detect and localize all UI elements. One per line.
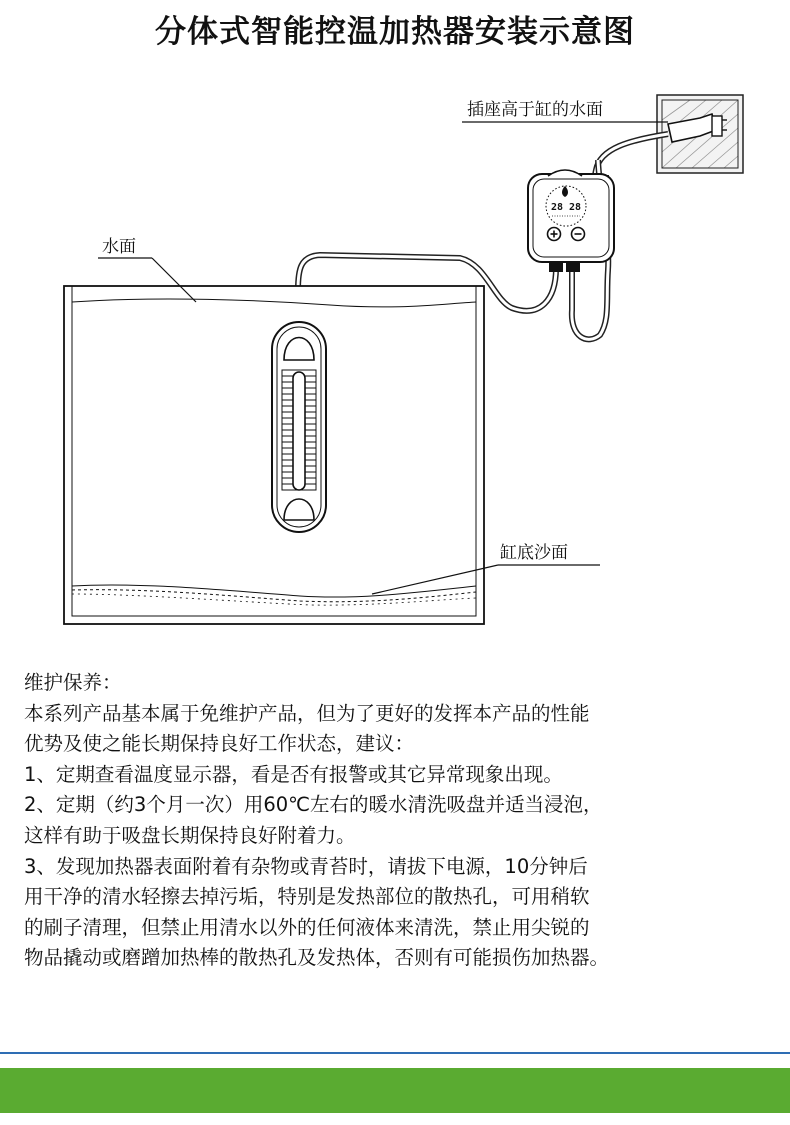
sand-surface-label: 缸底沙面 (500, 543, 568, 563)
maintenance-line: 用干净的清水轻擦去掉污垢，特别是发热部位的散热孔，可用稍软 (24, 885, 590, 909)
temperature-controller (528, 170, 614, 272)
footer-divider-line (0, 1052, 790, 1054)
water-surface-label: 水面 (102, 237, 136, 257)
maintenance-heading: 维护保养： (24, 671, 122, 694)
maintenance-line: 的刷子清理，但禁止用清水以外的任何液体来清洗，禁止用尖锐的 (24, 915, 590, 939)
maintenance-line: 2、定期（约3个月一次）用60℃左右的暖水清洗吸盘并适当浸泡， (24, 793, 603, 817)
minus-button (572, 228, 585, 241)
maintenance-section (24, 668, 774, 974)
maintenance-line: 1、定期查看温度显示器，看是否有报警或其它异常现象出现。 (24, 762, 563, 786)
maintenance-line: 本系列产品基本属于免维护产品，但为了更好的发挥本产品的性能 (24, 701, 590, 725)
page-title: 分体式智能控温加热器安装示意图 (155, 14, 635, 50)
maintenance-line: 物品撬动或磨蹭加热棒的散热孔及发热体，否则有可能损伤加热器。 (24, 946, 610, 970)
footer-green-band (0, 1068, 790, 1113)
maintenance-line: 这样有助于吸盘长期保持良好附着力。 (24, 823, 356, 847)
maintenance-line: 优势及使之能长期保持良好工作状态，建议： (24, 732, 415, 756)
heater-rod (272, 322, 326, 532)
temperature-display: 28 28 (550, 202, 582, 213)
plus-button (548, 228, 561, 241)
socket-label: 插座高于缸的水面 (467, 100, 603, 120)
maintenance-line: 3、发现加热器表面附着有杂物或青苔时，请拔下电源，10分钟后 (24, 854, 588, 878)
